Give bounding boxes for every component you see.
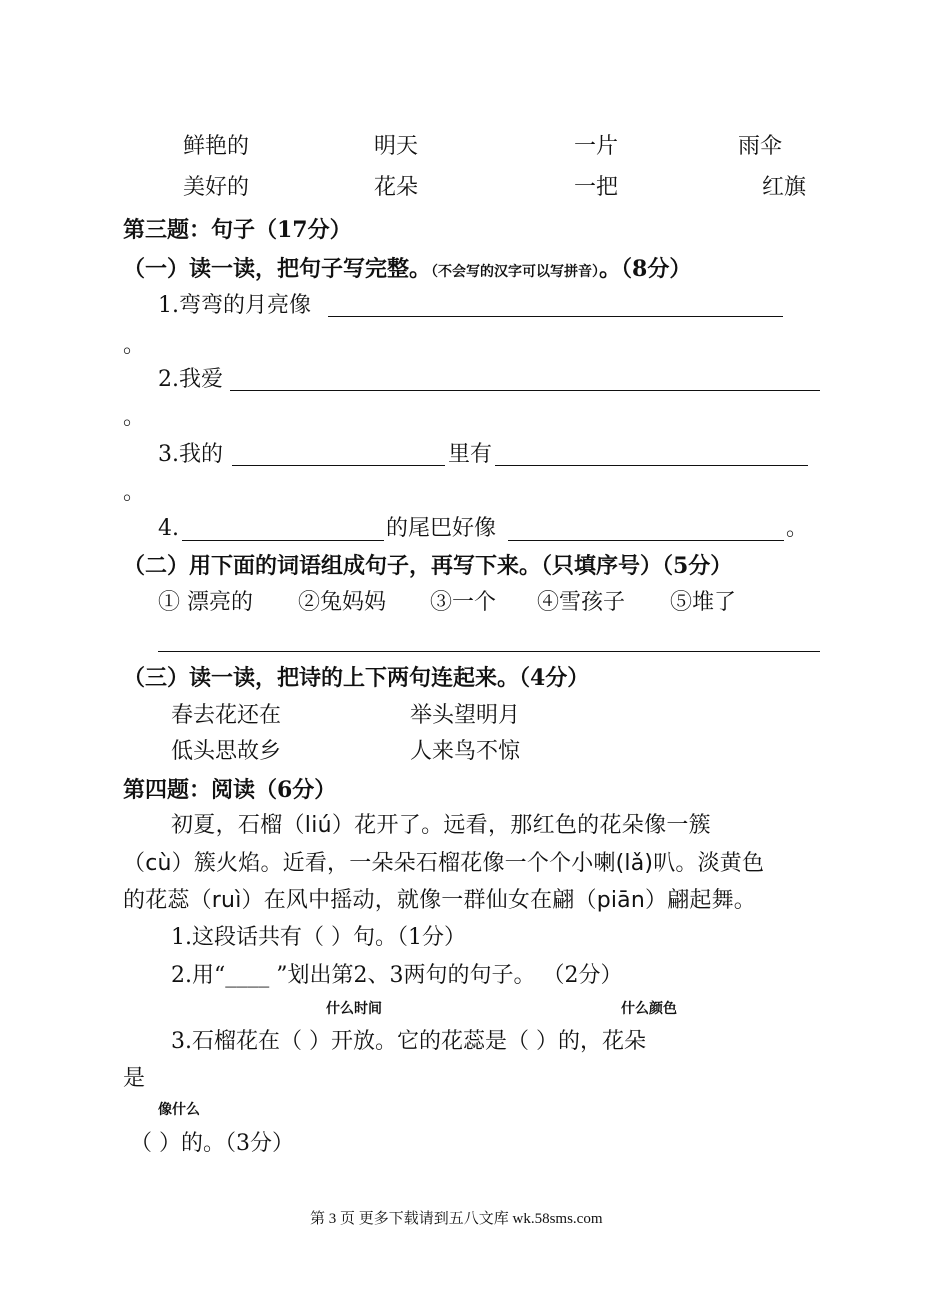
word-left-1: 鲜艳的 — [183, 134, 250, 159]
part2-word-4: ④雪孩子 — [537, 590, 626, 615]
sentence-1-blank[interactable] — [328, 316, 783, 317]
sentence-3-label-a: 3.我的 — [158, 442, 223, 467]
poem-right-1: 举头望明月 — [410, 703, 521, 728]
question-2: 2.用“____ ”划出第2、3两句的句子。 （2分） — [171, 963, 623, 988]
question-3-line-3: （ ）的。（3分） — [130, 1131, 294, 1156]
sentence-2-blank[interactable] — [230, 390, 820, 391]
part2-word-1: ① 漂亮的 — [158, 590, 253, 615]
part1-heading: （一）读一读，把句子写完整。 — [123, 256, 432, 282]
word-right-1: 雨伞 — [738, 134, 783, 159]
sentence-3-period: 。 — [123, 480, 146, 505]
sentence-3-blank-a[interactable] — [232, 465, 445, 466]
passage-line-3: 的花蕊（ruì）在风中摇动，就像一群仙女在翩（piān）翩起舞。 — [123, 888, 757, 913]
question-1: 1.这段话共有（ ）句。（1分） — [171, 925, 466, 950]
part3-heading: （三）读一读，把诗的上下两句连起来。（4分） — [123, 665, 590, 691]
section4-title: 第四题：阅读（6分） — [123, 777, 337, 803]
word-mid-2: 花朵 — [374, 175, 419, 200]
poem-right-2: 人来鸟不惊 — [410, 739, 521, 764]
page-footer: 第 3 页 更多下载请到五八文库 wk.58sms.com — [310, 1211, 603, 1227]
word-right-2: 红旗 — [762, 175, 807, 200]
hint-like: 像什么 — [158, 1102, 200, 1118]
sentence-4-blank-b[interactable] — [508, 540, 784, 541]
passage-line-2: （cù）簇火焰。近看，一朵朵石榴花像一个个小喇(lǎ)叭。淡黄色 — [123, 851, 765, 876]
hint-color: 什么颜色 — [621, 1001, 677, 1017]
question-3-line-2: 是 — [123, 1066, 146, 1091]
hint-time: 什么时间 — [326, 1001, 382, 1017]
sentence-2-label: 2.我爱 — [158, 367, 223, 392]
part1-note: （不会写的汉字可以写拼音） — [431, 264, 600, 280]
word-mid-1: 明天 — [374, 134, 419, 159]
sentence-4-period: 。 — [786, 516, 809, 541]
part1-score: 。（8分） — [599, 256, 692, 282]
part2-word-5: ⑤堆了 — [670, 590, 737, 615]
part2-heading: （二）用下面的词语组成句子，再写下来。（只填序号）（5分） — [123, 553, 733, 579]
sentence-3-label-b: 里有 — [448, 442, 493, 467]
sentence-4-blank-a[interactable] — [182, 540, 384, 541]
sentence-3-blank-b[interactable] — [495, 465, 808, 466]
section3-title: 第三题：句子（17分） — [123, 217, 352, 243]
question-3-line-1: 3.石榴花在（ ）开放。它的花蕊是（ ）的，花朵 — [171, 1029, 646, 1054]
poem-left-1: 春去花还在 — [171, 703, 282, 728]
part2-answer-blank[interactable] — [158, 651, 820, 652]
poem-left-2: 低头思故乡 — [171, 739, 282, 764]
part1-heading-row — [123, 258, 691, 280]
sentence-1-period: 。 — [123, 333, 146, 358]
word-measure-2: 一把 — [574, 175, 619, 200]
passage-line-1: 初夏，石榴（liú）花开了。远看，那红色的花朵像一簇 — [171, 813, 711, 838]
part2-word-3: ③一个 — [430, 590, 497, 615]
sentence-4-label-b: 的尾巴好像 — [386, 516, 497, 541]
word-measure-1: 一片 — [574, 134, 619, 159]
part2-word-2: ②兔妈妈 — [298, 590, 387, 615]
sentence-4-label-a: 4. — [158, 516, 179, 541]
sentence-1-label: 1.弯弯的月亮像 — [158, 293, 311, 318]
word-left-2: 美好的 — [183, 175, 250, 200]
sentence-2-period: 。 — [123, 405, 146, 430]
